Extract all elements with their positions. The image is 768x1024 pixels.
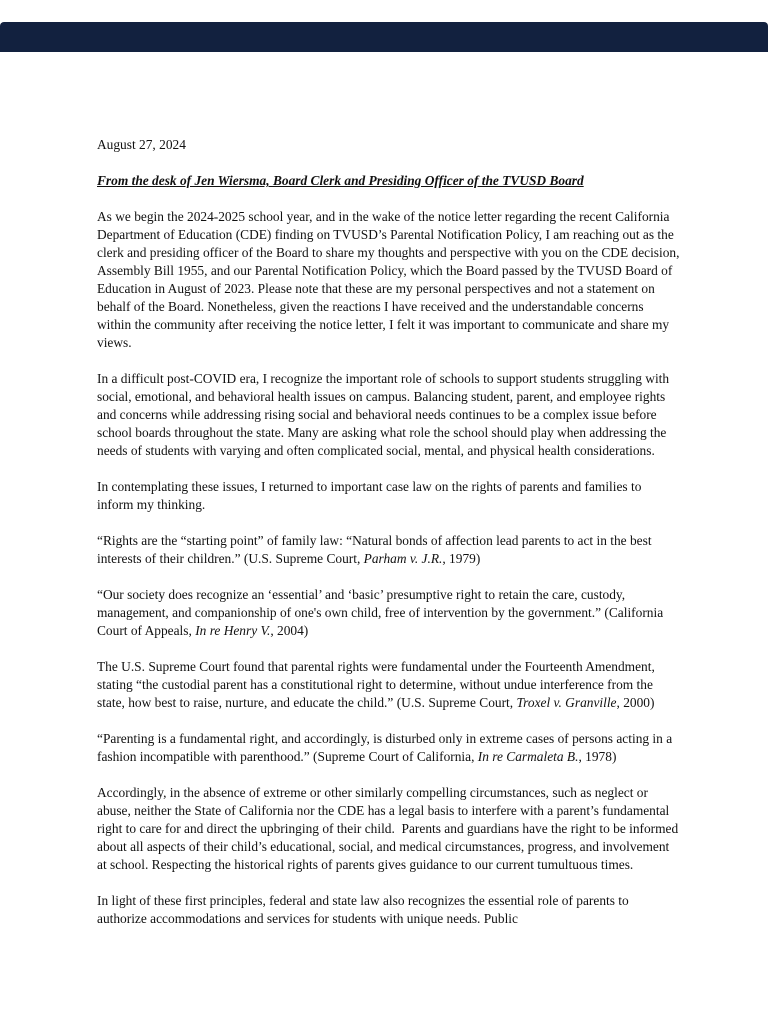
quote-citation-end: , 2000) [616, 695, 655, 710]
quote-citation-end: , 2004) [270, 623, 309, 638]
letter-date: August 27, 2024 [97, 137, 186, 152]
paragraph-case-law-intro: In contemplating these issues, I returned to important case law on the rights of parents and families to inform my thinking. [97, 479, 642, 512]
quote-text: “Rights are the “starting point” of family law: “Natural bonds of affection lead parents to act in the best interests of their children.” (U.S. Supreme Court, [97, 533, 652, 566]
letter-document [97, 136, 681, 946]
case-name: In re Henry V. [195, 623, 271, 638]
top-header-bar [0, 22, 768, 52]
quote-henry [97, 586, 681, 640]
paragraph-post-covid: In a difficult post-COVID era, I recognize the important role of schools to support students struggling with social, emotional, and behavioral health issues on campus. Balancing student, parent, and employee rights and concerns while addressing rising social and behavioral needs continues to be a complex issue before school boards throughout the state. Many are asking what role the school should play when addressing the needs of students with varying and often complicated social, mental, and physical health considerations. [97, 371, 670, 458]
paragraph-first-principles: In light of these first principles, federal and state law also recognizes the essential role of parents to authorize accommodations and services for students with unique needs. Public [97, 893, 629, 926]
quote-troxel [97, 658, 681, 712]
quote-text: The U.S. Supreme Court found that parental rights were fundamental under the Fourteenth Amendment, stating “the custodial parent has a constitutional right to determine, without undue interference from the state, how best to raise, nurture, and educate the child.” (U.S. Supreme Court, [97, 659, 655, 710]
paragraph-intro: As we begin the 2024-2025 school year, and in the wake of the notice letter regarding the recent California Department of Education (CDE) finding on TVUSD’s Parental Notification Policy, I am reaching out as the clerk and presiding officer of the Board to share my thoughts and perspective with you on the CDE decision, Assembly Bill 1955, and our Parental Notification Policy, which the Board passed by the TVUSD Board of Education in August of 2023. Please note that these are my personal perspectives and not a statement on behalf of the Board. Nonetheless, given the reactions I have received and the understandable concerns within the community after receiving the notice letter, I felt it was important to communicate and share my views. [97, 209, 680, 350]
quote-text: “Our society does recognize an ‘essential’ and ‘basic’ presumptive right to retain the care, custody, management, and companionship of one's own child, free of intervention by the government.” (California Court of Appeals, [97, 587, 664, 638]
letter-heading: From the desk of Jen Wiersma, Board Clerk and Presiding Officer of the TVUSD Board [97, 173, 584, 188]
quote-citation-end: , 1979) [442, 551, 481, 566]
quote-carmaleta [97, 730, 681, 766]
case-name: Troxel v. Granville [516, 695, 617, 710]
quote-parham [97, 532, 681, 568]
quote-text: “Parenting is a fundamental right, and accordingly, is disturbed only in extreme cases of persons acting in a fashion incompatible with parenthood.” (Supreme Court of California, [97, 731, 673, 764]
paragraph-accordingly: Accordingly, in the absence of extreme or other similarly compelling circumstances, such as neglect or abuse, neither the State of California nor the CDE has a legal basis to interfere with a parent’s fundamental right to care for and direct the upbringing of their child. Parents and guardians have the right to be informed about all aspects of their child’s educational, social, and medical circumstances, progress, and involvement at school. Respecting the historical rights of parents gives guidance to our current tumultuous times. [97, 785, 679, 872]
case-name: In re Carmaleta B. [477, 749, 579, 764]
quote-citation-end: , 1978) [578, 749, 617, 764]
case-name: Parham v. J.R. [363, 551, 443, 566]
